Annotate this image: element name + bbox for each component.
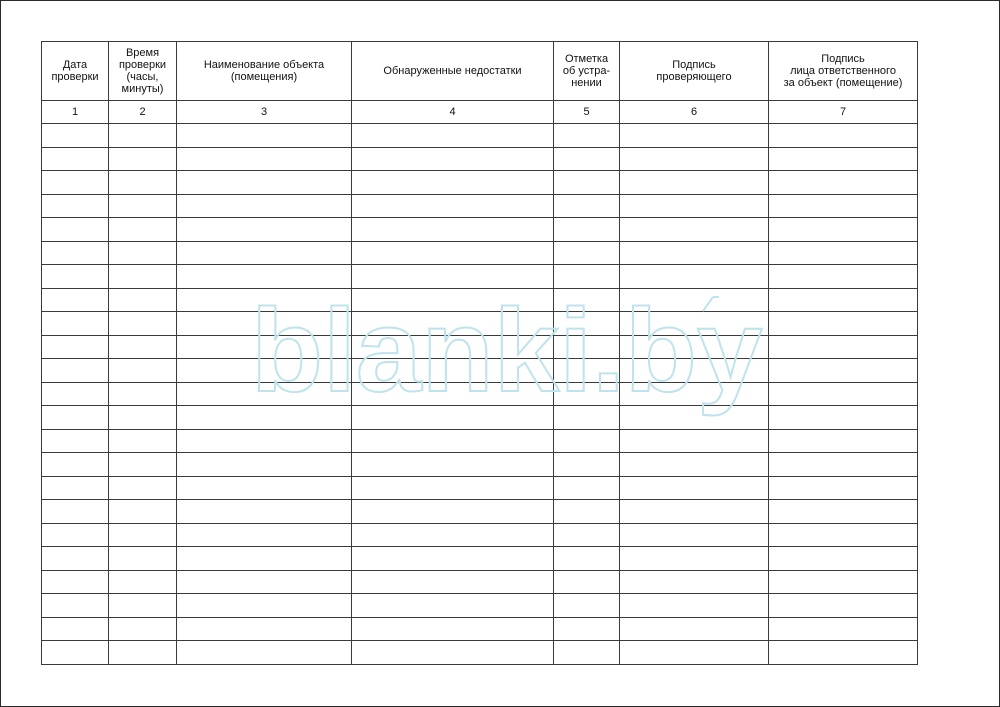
table-cell[interactable] [769, 406, 918, 430]
table-cell[interactable] [769, 382, 918, 406]
table-cell[interactable] [352, 429, 554, 453]
table-cell[interactable] [177, 570, 352, 594]
table-cell[interactable] [554, 641, 620, 665]
table-cell[interactable] [42, 147, 109, 171]
table-cell[interactable] [769, 453, 918, 477]
table-cell[interactable] [554, 570, 620, 594]
header-fix-mark: Отметка об устра- нении [554, 42, 620, 101]
table-cell[interactable] [352, 594, 554, 618]
table-cell[interactable] [554, 617, 620, 641]
table-cell[interactable] [42, 523, 109, 547]
table-cell[interactable] [177, 641, 352, 665]
table-cell[interactable] [352, 453, 554, 477]
header-check-date: Дата проверки [42, 42, 109, 101]
table-cell[interactable] [620, 241, 769, 265]
table-cell[interactable] [42, 594, 109, 618]
column-number-row [42, 101, 918, 124]
table-cell[interactable] [554, 241, 620, 265]
table-cell[interactable] [620, 429, 769, 453]
table-cell[interactable] [769, 500, 918, 524]
table-cell[interactable] [109, 335, 177, 359]
table-cell[interactable] [352, 641, 554, 665]
table-cell[interactable] [620, 194, 769, 218]
table-cell[interactable] [177, 171, 352, 195]
table-row [42, 500, 918, 524]
table-cell[interactable] [620, 265, 769, 289]
table-cell[interactable] [352, 218, 554, 242]
table-cell[interactable] [769, 288, 918, 312]
table-cell[interactable] [769, 265, 918, 289]
table-cell[interactable] [620, 570, 769, 594]
table-cell[interactable] [109, 453, 177, 477]
table-cell[interactable] [769, 547, 918, 571]
inspection-log-table [41, 41, 918, 665]
table-cell[interactable] [352, 147, 554, 171]
table-cell[interactable] [554, 406, 620, 430]
table-row [42, 194, 918, 218]
table-cell[interactable] [352, 265, 554, 289]
table-cell[interactable] [109, 476, 177, 500]
table-row [42, 570, 918, 594]
table-cell[interactable] [42, 429, 109, 453]
column-number: 5 [554, 101, 620, 124]
table-cell[interactable] [352, 124, 554, 148]
table-row [42, 453, 918, 477]
column-number: 3 [177, 101, 352, 124]
table-cell[interactable] [554, 335, 620, 359]
table-cell[interactable] [554, 547, 620, 571]
header-responsible-signature: Подпись лица ответственного за объект (помещение) [769, 42, 918, 101]
table-cell[interactable] [177, 335, 352, 359]
header-defects-found: Обнаруженные недостатки [352, 42, 554, 101]
table-row [42, 382, 918, 406]
table-cell[interactable] [177, 617, 352, 641]
table-cell[interactable] [42, 241, 109, 265]
table-cell[interactable] [177, 194, 352, 218]
table-cell[interactable] [352, 523, 554, 547]
table-cell[interactable] [177, 359, 352, 383]
table-cell[interactable] [109, 194, 177, 218]
table-cell[interactable] [352, 406, 554, 430]
table-cell[interactable] [42, 312, 109, 336]
table-cell[interactable] [769, 359, 918, 383]
table-cell[interactable] [109, 617, 177, 641]
table-cell[interactable] [769, 476, 918, 500]
table-cell[interactable] [177, 312, 352, 336]
table-row [42, 312, 918, 336]
table-cell[interactable] [109, 218, 177, 242]
table-cell[interactable] [620, 335, 769, 359]
table-cell[interactable] [177, 124, 352, 148]
table-cell[interactable] [109, 500, 177, 524]
table-row [42, 147, 918, 171]
table-cell[interactable] [352, 335, 554, 359]
table-cell[interactable] [352, 382, 554, 406]
table-cell[interactable] [177, 288, 352, 312]
table-row [42, 335, 918, 359]
table-row [42, 523, 918, 547]
table-cell[interactable] [554, 312, 620, 336]
table-cell[interactable] [177, 547, 352, 571]
table-cell[interactable] [42, 476, 109, 500]
table-row [42, 288, 918, 312]
table-cell[interactable] [177, 147, 352, 171]
table-cell[interactable] [620, 312, 769, 336]
table-cell[interactable] [42, 453, 109, 477]
table-cell[interactable] [42, 265, 109, 289]
table-cell[interactable] [177, 429, 352, 453]
table-cell[interactable] [352, 476, 554, 500]
column-number: 7 [769, 101, 918, 124]
table-cell[interactable] [109, 312, 177, 336]
table-cell[interactable] [554, 147, 620, 171]
table-cell[interactable] [620, 406, 769, 430]
table-cell[interactable] [769, 594, 918, 618]
table-cell[interactable] [769, 194, 918, 218]
table-cell[interactable] [554, 218, 620, 242]
table-cell[interactable] [620, 453, 769, 477]
table-cell[interactable] [352, 500, 554, 524]
table-cell[interactable] [352, 171, 554, 195]
table-cell[interactable] [177, 265, 352, 289]
table-cell[interactable] [769, 124, 918, 148]
header-row [42, 42, 918, 101]
table-cell[interactable] [620, 124, 769, 148]
table-cell[interactable] [42, 641, 109, 665]
table-cell[interactable] [554, 171, 620, 195]
table-cell[interactable] [177, 500, 352, 524]
header-inspector-signature: Подпись проверяющего [620, 42, 769, 101]
table-row [42, 641, 918, 665]
table-cell[interactable] [769, 335, 918, 359]
table-cell[interactable] [554, 288, 620, 312]
table-cell[interactable] [42, 359, 109, 383]
header-check-time: Время проверки (часы, минуты) [109, 42, 177, 101]
table-cell[interactable] [109, 429, 177, 453]
table-cell[interactable] [769, 641, 918, 665]
table-cell[interactable] [352, 241, 554, 265]
table-row [42, 218, 918, 242]
table-cell[interactable] [620, 147, 769, 171]
table-cell[interactable] [620, 171, 769, 195]
table-cell[interactable] [352, 359, 554, 383]
table-cell[interactable] [42, 570, 109, 594]
table-cell[interactable] [42, 617, 109, 641]
table-cell[interactable] [42, 218, 109, 242]
table-cell[interactable] [352, 194, 554, 218]
table-cell[interactable] [554, 382, 620, 406]
table-cell[interactable] [109, 171, 177, 195]
table-cell[interactable] [42, 288, 109, 312]
table-cell[interactable] [42, 194, 109, 218]
table-cell[interactable] [352, 617, 554, 641]
table-cell[interactable] [109, 382, 177, 406]
table-cell[interactable] [109, 265, 177, 289]
table-cell[interactable] [769, 523, 918, 547]
column-number: 2 [109, 101, 177, 124]
column-number: 6 [620, 101, 769, 124]
table-cell[interactable] [554, 453, 620, 477]
table-cell[interactable] [769, 147, 918, 171]
table-cell[interactable] [109, 147, 177, 171]
table-cell[interactable] [109, 570, 177, 594]
table-row [42, 124, 918, 148]
table-row [42, 429, 918, 453]
table-cell[interactable] [109, 641, 177, 665]
table-cell[interactable] [620, 476, 769, 500]
table-cell[interactable] [177, 453, 352, 477]
table-cell[interactable] [554, 124, 620, 148]
header-object-name: Наименование объекта (помещения) [177, 42, 352, 101]
table-cell[interactable] [554, 359, 620, 383]
table-cell[interactable] [554, 500, 620, 524]
table-cell[interactable] [620, 523, 769, 547]
table-cell[interactable] [620, 382, 769, 406]
table-cell[interactable] [42, 500, 109, 524]
table-cell[interactable] [620, 641, 769, 665]
table-cell[interactable] [620, 500, 769, 524]
watermark-text: blanki.by [251, 291, 763, 417]
table-cell[interactable] [620, 218, 769, 242]
table-cell[interactable] [620, 617, 769, 641]
table-cell[interactable] [109, 594, 177, 618]
column-number: 4 [352, 101, 554, 124]
table-cell[interactable] [554, 429, 620, 453]
table-cell[interactable] [109, 288, 177, 312]
table-cell[interactable] [42, 171, 109, 195]
table-cell[interactable] [769, 429, 918, 453]
table-cell[interactable] [177, 523, 352, 547]
table-cell[interactable] [620, 594, 769, 618]
table-cell[interactable] [620, 547, 769, 571]
table-cell[interactable] [769, 617, 918, 641]
table-cell[interactable] [554, 194, 620, 218]
table-cell[interactable] [177, 218, 352, 242]
table-cell[interactable] [109, 241, 177, 265]
table-row [42, 476, 918, 500]
table-cell[interactable] [620, 359, 769, 383]
table-cell[interactable] [177, 476, 352, 500]
table-row [42, 594, 918, 618]
table-row [42, 241, 918, 265]
table-row [42, 359, 918, 383]
table-cell[interactable] [769, 241, 918, 265]
table-cell[interactable] [177, 594, 352, 618]
table-cell[interactable] [554, 523, 620, 547]
table-row [42, 265, 918, 289]
table-cell[interactable] [620, 288, 769, 312]
table-cell[interactable] [352, 547, 554, 571]
table-cell[interactable] [109, 359, 177, 383]
table-cell[interactable] [352, 570, 554, 594]
table-cell[interactable] [554, 594, 620, 618]
table-cell[interactable] [42, 124, 109, 148]
table-cell[interactable] [352, 312, 554, 336]
table-cell[interactable] [769, 171, 918, 195]
table-row [42, 171, 918, 195]
table-cell[interactable] [109, 406, 177, 430]
table-cell[interactable] [42, 382, 109, 406]
table-cell[interactable] [42, 406, 109, 430]
table-cell[interactable] [769, 312, 918, 336]
table-cell[interactable] [177, 382, 352, 406]
table-cell[interactable] [769, 218, 918, 242]
table-row [42, 617, 918, 641]
table-cell[interactable] [109, 523, 177, 547]
column-number: 1 [42, 101, 109, 124]
table-cell[interactable] [109, 124, 177, 148]
table-cell[interactable] [177, 241, 352, 265]
table-cell[interactable] [42, 335, 109, 359]
table-cell[interactable] [554, 265, 620, 289]
table-row [42, 547, 918, 571]
table-cell[interactable] [177, 406, 352, 430]
table-cell[interactable] [109, 547, 177, 571]
table-cell[interactable] [554, 476, 620, 500]
table-row [42, 406, 918, 430]
table-cell[interactable] [352, 288, 554, 312]
table-cell[interactable] [769, 570, 918, 594]
table-cell[interactable] [42, 547, 109, 571]
